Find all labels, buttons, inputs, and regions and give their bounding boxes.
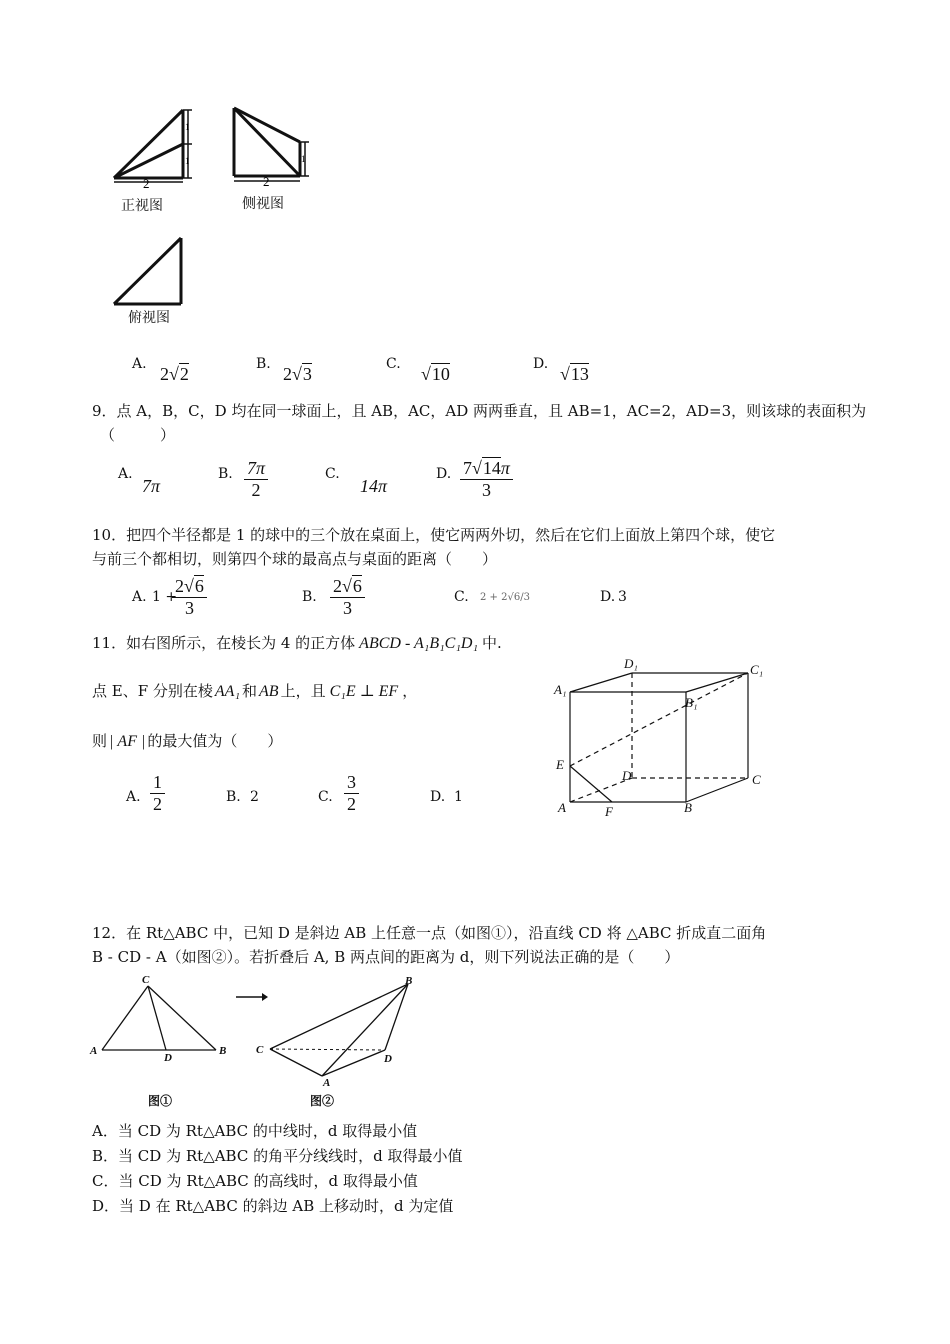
q11-option-a-letter: A. <box>126 789 141 805</box>
fig1-label-d: D <box>164 1052 172 1062</box>
q9-option-c-letter: C. <box>325 466 340 482</box>
q11-option-d-letter: D. <box>430 789 446 805</box>
cube-label-d1: D₁ <box>624 656 638 671</box>
q10-stem-line2: 与前三个都相切，则第四个球的最高点与桌面的距离（ ） <box>92 550 498 568</box>
q10-option-b-fraction: $\frac{2√6}{3}$ <box>330 576 365 619</box>
q11-option-b-value: 2 <box>250 789 259 805</box>
fig1-label-b: B <box>219 1045 227 1057</box>
q10-option-a-prefix: 1 + <box>152 589 178 605</box>
cube-label-e: E <box>556 757 564 772</box>
q10-stem-line1: 10．把四个半径都是 1 的球中的三个放在桌面上，使它两两外切，然后在它们上面放上第四个球，使它 <box>92 526 776 544</box>
q10-option-a-fraction: $\frac{2√6}{3}$ <box>172 576 207 619</box>
top-view-figure <box>110 234 190 310</box>
q12-option-a: A．当 CD 为 Rt△ABC 的中线时，d 取得最小值 <box>92 1122 418 1140</box>
q10-option-d-value: 3 <box>618 589 627 605</box>
q10-option-c-value: 2 + 2√6/3 <box>480 592 530 603</box>
q10-option-b-letter: B. <box>302 589 317 605</box>
top-view-caption: 俯视图 <box>128 309 170 325</box>
q9-option-a-value: 7π <box>142 476 161 496</box>
q12-option-d: D．当 D 在 Rt△ABC 的斜边 AB 上移动时，d 为定值 <box>92 1197 454 1215</box>
cube-label-c: C <box>752 772 761 787</box>
cube-figure <box>550 652 780 822</box>
side-view-figure <box>234 108 300 176</box>
q9-option-b-fraction: $\frac{7\pi}{2}$ <box>244 458 268 501</box>
fig2-label-d: D <box>384 1053 392 1065</box>
q8-option-a-value: 2√2 <box>160 364 189 384</box>
cube-label-b1: B₁ <box>685 695 698 710</box>
front-dim-width: 2 <box>143 176 150 190</box>
fig1-label-a: A <box>90 1045 98 1057</box>
fig2-caption: 图② <box>310 1094 335 1108</box>
q8-option-b-letter: B. <box>256 356 271 372</box>
q11-option-c-letter: C. <box>318 789 333 805</box>
q12-option-c: C．当 CD 为 Rt△ABC 的高线时，d 取得最小值 <box>92 1172 418 1190</box>
q11-option-c-fraction: $\frac{3}{2}$ <box>344 772 359 815</box>
q9-option-d-letter: D. <box>436 466 452 482</box>
side-dim-width: 2 <box>263 174 270 189</box>
cube-label-b: B <box>684 800 692 815</box>
q12-stem-line2: B - CD - A（如图②）。若折叠后 A, B 两点间的距离为 d，则下列说法正确的是（ ） <box>92 948 680 966</box>
q11-option-b-letter: B. <box>226 789 241 805</box>
q12-option-b: B．当 CD 为 Rt△ABC 的角平分线线时，d 取得最小值 <box>92 1147 463 1165</box>
front-dim-h1: 1 <box>185 122 190 132</box>
q10-option-d-letter: D. <box>600 589 616 605</box>
q11-option-d-value: 1 <box>454 789 463 805</box>
q10-option-a-letter: A. <box>132 589 147 605</box>
fig1-label-c: C <box>142 974 150 986</box>
front-view-caption: 正视图 <box>121 197 163 213</box>
q8-option-c-letter: C. <box>386 356 401 372</box>
q9-option-c-value: 14π <box>360 476 388 496</box>
front-view-figure <box>114 110 183 178</box>
q9-option-d-fraction: $\frac{7√14\pi}{3}$ <box>460 458 513 501</box>
fig2-label-b: B <box>405 976 413 987</box>
fig2-label-a: A <box>323 1077 331 1088</box>
cube-label-c1: C₁ <box>750 662 764 677</box>
q9-stem-line2: （ ） <box>100 426 176 444</box>
cube-label-a: A <box>558 800 566 815</box>
q11-stem-line1: 11．如右图所示，在棱长为 4 的正方体 ABCD - A₁B₁C₁D₁ 中. <box>92 634 502 652</box>
q8-option-a-letter: A. <box>132 356 147 372</box>
q11-option-a-fraction: $\frac{1}{2}$ <box>150 772 165 815</box>
q9-option-b-letter: B. <box>218 466 233 482</box>
q9-option-a-letter: A. <box>118 466 133 482</box>
q8-option-d-value: √13 <box>560 364 589 384</box>
cube-label-d: D <box>622 768 632 783</box>
cube-label-f: F <box>605 804 613 819</box>
q11-stem-line2: 点 E、F 分别在棱 AA₁ 和 AB 上，且 C₁E ⊥ EF ， <box>92 682 418 700</box>
q8-option-c-value: √10 <box>421 364 450 384</box>
side-dim-h: 1 <box>301 154 306 164</box>
fig2-label-c: C <box>256 1044 264 1056</box>
cube-label-a1: A₁ <box>554 682 567 697</box>
three-view-front-side <box>100 100 330 190</box>
side-view-caption: 侧视图 <box>242 195 284 211</box>
fold-figure-2 <box>250 976 425 1088</box>
front-dim-h2: 1 <box>185 156 190 166</box>
q11-stem-line3: 则 | AF | 的最大值为（ ） <box>92 732 283 750</box>
q8-option-b-value: 2√3 <box>283 364 312 384</box>
q9-stem-line1: 9．点 A，B，C，D 均在同一球面上，且 AB，AC，AD 两两垂直，且 AB=1，AC=2，AD=3，则该球的表面积为 <box>92 402 867 420</box>
q10-option-c-letter: C. <box>454 589 469 605</box>
q12-stem-line1: 12．在 Rt△ABC 中，已知 D 是斜边 AB 上任意一点（如图①），沿直线 CD 将 △ABC 折成直二面角 <box>92 924 767 942</box>
fig1-caption: 图① <box>148 1094 173 1108</box>
q8-option-d-letter: D. <box>533 356 549 372</box>
fold-figure-1 <box>88 972 238 1062</box>
